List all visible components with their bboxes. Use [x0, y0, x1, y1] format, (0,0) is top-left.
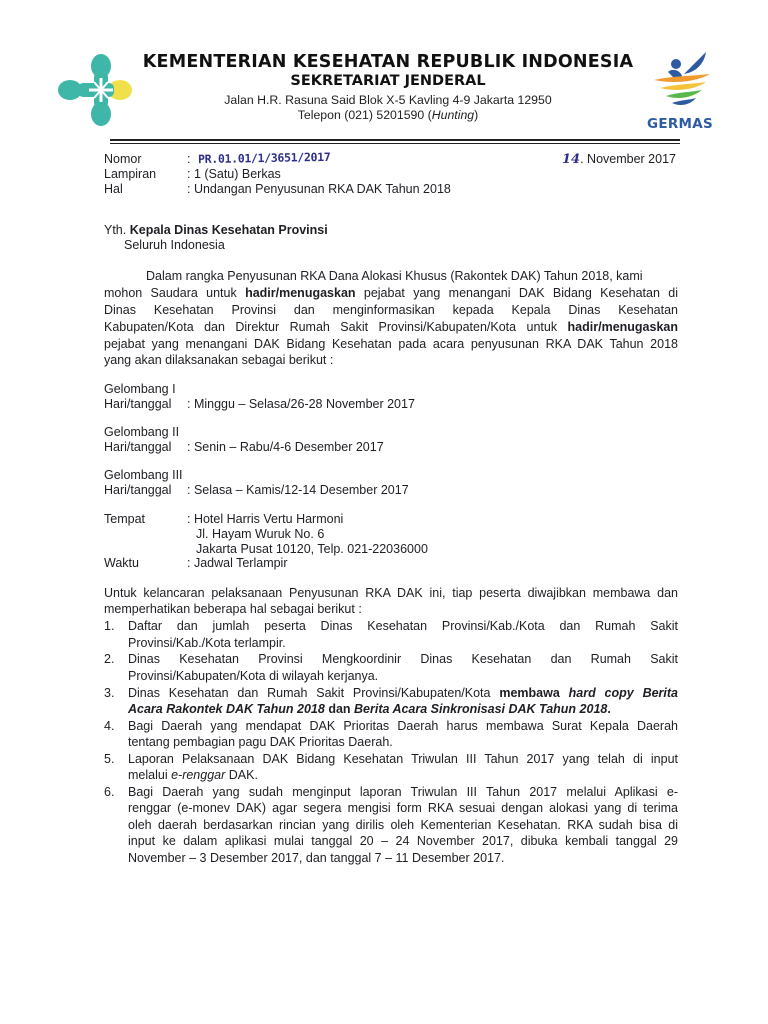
nomor-value-handwritten: PR.01.01/1/3651/2017: [197, 149, 331, 167]
wave-2-name: Gelombang II: [104, 425, 180, 439]
waktu-label: Waktu: [104, 556, 139, 570]
item-6-line-1: Bagi Daerah yang sudah menginput laporan Triwulan III Tahun 2017 melalui Aplikasi e-: [128, 785, 678, 799]
item-1-line-1: Daftar dan jumlah peserta Dinas Kesehatan Provinsi/Kab./Kota dan Rumah Sakit: [128, 619, 678, 633]
intro-line-4: Kabupaten/Kota dan Direktur Rumah Sakit Provinsi/Kabupaten/Kota untuk hadir/menugaskan: [104, 320, 678, 334]
germas-label: GERMAS: [646, 116, 714, 132]
intro-line-3: Dinas Kesehatan Provinsi dan menginformasikan kepada Kepala Dinas Kesehatan: [104, 303, 678, 317]
item-3-number: 3.: [104, 686, 115, 700]
date-day-handwritten: 14: [562, 152, 581, 167]
item-6-line-3: oleh daerah berdasarkan rincian yang dirilis oleh Kementerian Kesehatan. RKA sudah bisa di: [128, 818, 678, 832]
wave-1-label: Hari/tanggal: [104, 397, 172, 411]
item-3-line-2: Acara Rakontek DAK Tahun 2018 dan Berita Acara Sinkronisasi DAK Tahun 2018.: [128, 702, 611, 716]
waktu-value: : Jadwal Terlampir: [187, 556, 288, 570]
item-4-line-2: tentang pembagian pagu DAK Prioritas Daerah.: [128, 735, 393, 749]
item-5-number: 5.: [104, 752, 115, 766]
letterhead-divider-thin: [110, 143, 680, 144]
intro-line-2: mohon Saudara untuk hadir/menugaskan pejabat yang menangani DAK Bidang Kesehatan di: [104, 286, 678, 300]
tempat-line-3: Jakarta Pusat 10120, Telp. 021-22036000: [196, 542, 428, 556]
intro-line-1: Dalam rangka Penyusunan RKA Dana Alokasi Khusus (Rakontek DAK) Tahun 2018, kami: [146, 269, 643, 283]
wave-3-date: : Selasa – Kamis/12-14 Desember 2017: [187, 483, 409, 497]
kemkes-logo-icon: [56, 52, 134, 128]
item-1-line-2: Provinsi/Kab./Kota terlampir.: [128, 636, 286, 650]
wave-2-date: : Senin – Rabu/4-6 Desember 2017: [187, 440, 384, 454]
wave-1-name: Gelombang I: [104, 382, 176, 396]
ministry-address: Jalan H.R. Rasuna Said Blok X-5 Kavling 4-9 Jakarta 12950: [224, 93, 552, 107]
secretariat-name: SEKRETARIAT JENDERAL: [290, 73, 486, 89]
hal-value: : Undangan Penyusunan RKA DAK Tahun 2018: [187, 182, 451, 196]
item-5-line-2: melalui e-renggar DAK.: [128, 768, 258, 782]
item-6-line-2: renggar (e-monev DAK) agar segera mengisi form RKA sesuai dengan alokasi yang di terima: [128, 801, 678, 815]
nomor-colon: :: [187, 152, 191, 166]
lampiran-label: Lampiran: [104, 167, 157, 181]
tempat-label: Tempat: [104, 512, 145, 526]
wave-3-name: Gelombang III: [104, 468, 183, 482]
item-6-line-5: November – 3 Desember 2017, dan tanggal 7 – 11 Desember 2017.: [128, 851, 505, 865]
item-3-line-1: Dinas Kesehatan dan Rumah Sakit Provinsi/Kabupaten/Kota membawa hard copy Berita: [128, 686, 679, 700]
nomor-label: Nomor: [104, 152, 142, 166]
closing-line-2: memperhatikan beberapa hal sebagai berikut :: [104, 602, 362, 616]
ministry-phone: Telepon (021) 5201590 (Hunting): [297, 108, 479, 122]
recipient-scope: Seluruh Indonesia: [124, 238, 225, 252]
ministry-name: KEMENTERIAN KESEHATAN REPUBLIK INDONESIA: [142, 52, 634, 72]
tempat-line-1: : Hotel Harris Vertu Harmoni: [187, 512, 344, 526]
intro-line-6: yang akan dilaksanakan sebagai berikut :: [104, 353, 334, 367]
lampiran-value: : 1 (Satu) Berkas: [187, 167, 281, 181]
letterhead-divider: [110, 139, 680, 141]
germas-logo-icon: [646, 50, 720, 112]
hal-label: Hal: [104, 182, 123, 196]
item-2-line-1: Dinas Kesehatan Provinsi Mengkoordinir Dinas Kesehatan dan Rumah Sakit: [128, 652, 678, 666]
closing-line-1: Untuk kelancaran pelaksanaan Penyusunan RKA DAK ini, tiap peserta diwajibkan membawa dan: [104, 586, 678, 600]
item-6-number: 6.: [104, 785, 115, 799]
wave-3-label: Hari/tanggal: [104, 483, 172, 497]
recipient-line: Yth. Kepala Dinas Kesehatan Provinsi: [104, 223, 328, 237]
item-5-line-1: Laporan Pelaksanaan DAK Bidang Kesehatan Triwulan III Tahun 2017 yang telah di input: [128, 752, 678, 766]
item-2-number: 2.: [104, 652, 115, 666]
wave-2-label: Hari/tanggal: [104, 440, 172, 454]
item-6-line-4: input ke dalam aplikasi mulai tanggal 20 – 24 November 2017, dibuka kembali tanggal 29: [128, 834, 678, 848]
item-2-line-2: Provinsi/Kabupaten/Kota di wilayah kerjanya.: [128, 669, 379, 683]
wave-1-date: : Minggu – Selasa/26-28 November 2017: [187, 397, 415, 411]
letter-date: 14. November 2017: [562, 152, 676, 167]
intro-line-5: pejabat yang menangani DAK Bidang Kesehatan pada acara penyusunan RKA DAK Tahun 2018: [104, 337, 678, 351]
tempat-line-2: Jl. Hayam Wuruk No. 6: [196, 527, 325, 541]
item-4-line-1: Bagi Daerah yang mendapat DAK Prioritas Daerah harus membawa Surat Kepala Daerah: [128, 719, 678, 733]
item-1-number: 1.: [104, 619, 115, 633]
item-4-number: 4.: [104, 719, 115, 733]
